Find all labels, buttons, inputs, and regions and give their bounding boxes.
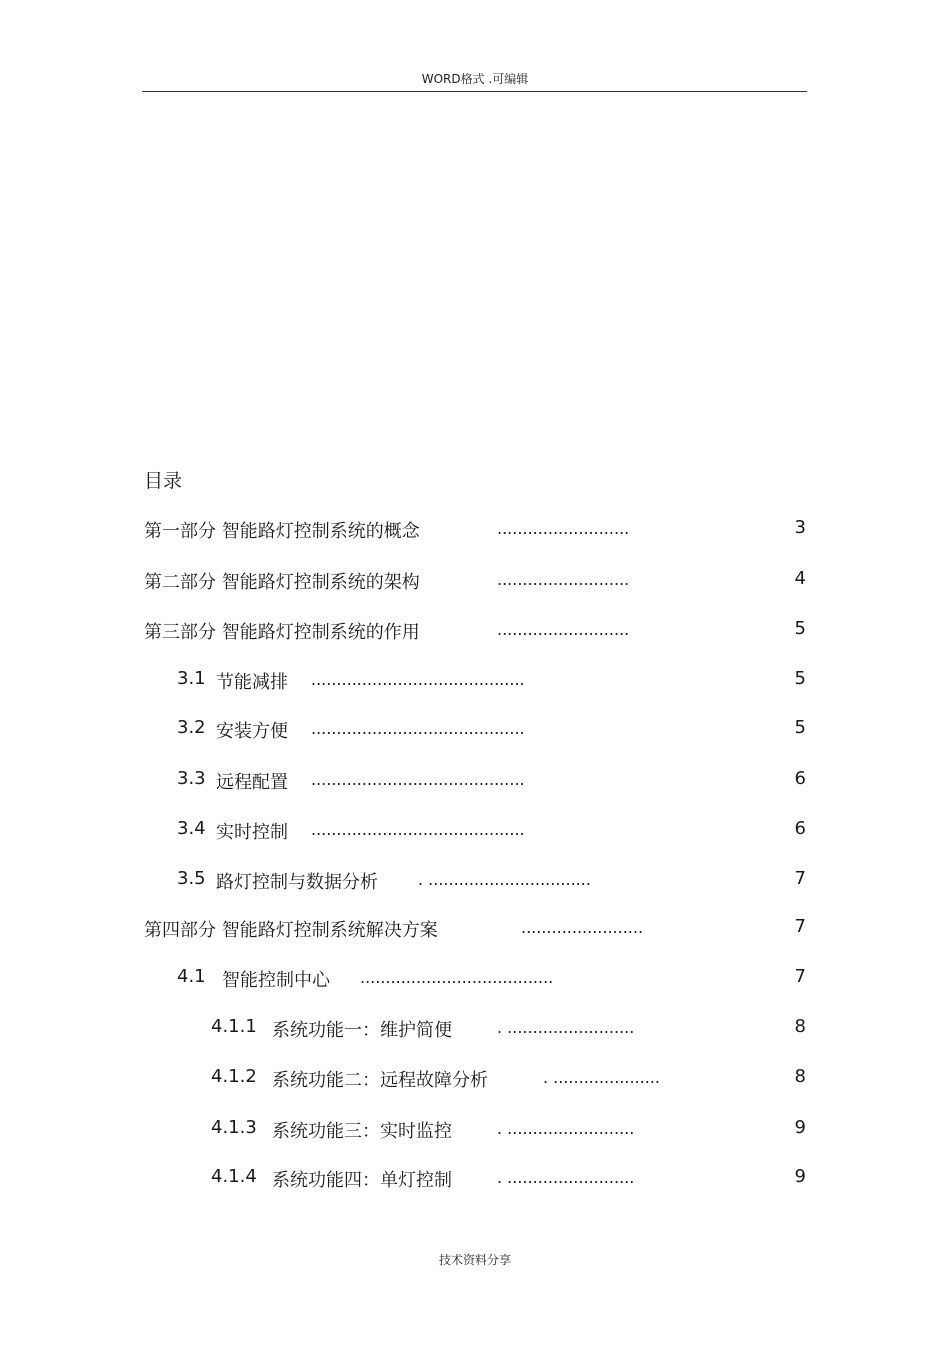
- toc-entry-label: 智能控制中心: [222, 970, 330, 991]
- toc-entry-label: 第一部分 智能路灯控制系统的概念: [144, 521, 420, 542]
- toc-entry-number: 3.4: [177, 818, 206, 839]
- toc-entry-label: 系统功能二：远程故障分析: [272, 1070, 488, 1091]
- toc-entry-page: 6: [794, 768, 806, 789]
- toc-entry[interactable]: [0, 1117, 950, 1143]
- toc-entry-label: 安装方便: [216, 721, 288, 742]
- toc-entry-leader: ..........................: [497, 620, 630, 639]
- toc-entry-page: 9: [794, 1117, 806, 1138]
- toc-entry-leader: . .........................: [497, 1168, 635, 1187]
- toc-entry-label: 系统功能一：维护简便: [272, 1020, 452, 1041]
- toc-entry-label: 实时控制: [216, 822, 288, 843]
- toc-entry-number: 4.1.4: [211, 1166, 257, 1187]
- toc-entry-number: 4.1.1: [211, 1016, 257, 1037]
- toc-entry[interactable]: [0, 1016, 950, 1042]
- toc-entry-label: 系统功能四：单灯控制: [272, 1170, 452, 1191]
- toc-entry[interactable]: [0, 868, 950, 894]
- toc-entry-leader: . .....................: [543, 1068, 660, 1087]
- toc-entry-number: 3.1: [177, 668, 206, 689]
- toc-entry-leader: ..........................................: [311, 719, 525, 738]
- toc-entry[interactable]: [0, 818, 950, 844]
- toc-entry-page: 6: [794, 818, 806, 839]
- toc-entry-page: 7: [794, 966, 806, 987]
- toc-entry-number: 3.2: [177, 717, 206, 738]
- toc-entry[interactable]: [0, 668, 950, 694]
- toc-entry-number: 4.1.2: [211, 1066, 257, 1087]
- toc-entry-leader: . .........................: [497, 1018, 635, 1037]
- toc-entry-number: 3.5: [177, 868, 206, 889]
- toc-entry-leader: ..........................: [497, 519, 630, 538]
- toc-entry[interactable]: [0, 1066, 950, 1092]
- toc-entry-label: 远程配置: [216, 772, 288, 793]
- toc-entry-page: 3: [794, 517, 806, 538]
- toc-entry-leader: . .........................: [497, 1119, 635, 1138]
- header-divider: [142, 91, 807, 92]
- toc-entry-leader: ........................: [521, 918, 644, 937]
- toc-entry-leader: ......................................: [360, 968, 554, 987]
- toc-entry-leader: ..........................................: [311, 770, 525, 789]
- page-footer: 技术资料分享: [438, 1253, 511, 1267]
- toc-entry-label: 第四部分 智能路灯控制系统解决方案: [144, 920, 438, 941]
- header-text: WORD格式 .可编辑: [421, 72, 529, 86]
- toc-entry[interactable]: [0, 916, 950, 942]
- toc-entry[interactable]: [0, 517, 950, 543]
- toc-entry-page: 9: [794, 1166, 806, 1187]
- toc-entry-page: 8: [794, 1016, 806, 1037]
- toc-entry-leader: ..........................................: [311, 820, 525, 839]
- toc-entry[interactable]: [0, 618, 950, 644]
- toc-entry[interactable]: [0, 966, 950, 992]
- toc-entry[interactable]: [0, 568, 950, 594]
- toc-entry-leader: ..........................................: [311, 670, 525, 689]
- toc-entry-label: 系统功能三：实时监控: [272, 1121, 452, 1142]
- toc-entry-page: 5: [794, 668, 806, 689]
- toc-entry-page: 5: [794, 717, 806, 738]
- toc-entry-label: 节能减排: [216, 672, 288, 693]
- toc-entry[interactable]: [0, 717, 950, 743]
- toc-entry-number: 4.1: [177, 966, 206, 987]
- toc-entry-page: 7: [794, 868, 806, 889]
- toc-entry-label: 第二部分 智能路灯控制系统的架构: [144, 572, 420, 593]
- toc-entry-number: 4.1.3: [211, 1117, 257, 1138]
- toc-entry-page: 8: [794, 1066, 806, 1087]
- toc-entry-page: 4: [794, 568, 806, 589]
- toc-entry[interactable]: [0, 1166, 950, 1192]
- toc-entry-leader: . ................................: [418, 870, 591, 889]
- toc-entry-label: 路灯控制与数据分析: [216, 872, 378, 893]
- toc-entry-label: 第三部分 智能路灯控制系统的作用: [144, 622, 420, 643]
- toc-entry-page: 5: [794, 618, 806, 639]
- toc-entry-page: 7: [794, 916, 806, 937]
- toc-entry-number: 3.3: [177, 768, 206, 789]
- toc-title: 目录: [144, 470, 183, 492]
- toc-entry-leader: ..........................: [497, 570, 630, 589]
- toc-entry[interactable]: [0, 768, 950, 794]
